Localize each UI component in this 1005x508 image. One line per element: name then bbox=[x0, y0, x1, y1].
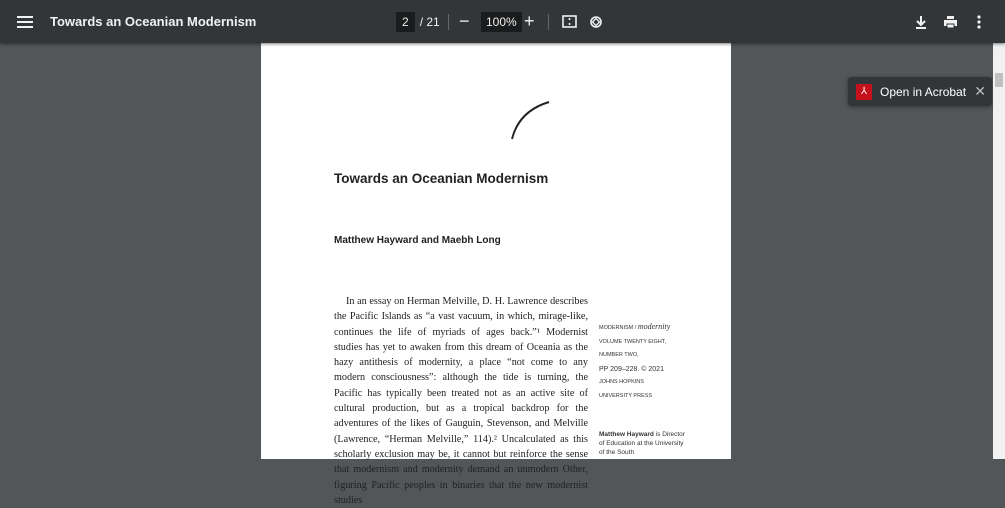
fit-page-icon[interactable] bbox=[562, 0, 577, 43]
open-in-acrobat-button[interactable] bbox=[848, 77, 992, 106]
article-title: Towards an Oceanian Modernism bbox=[334, 171, 549, 186]
close-icon[interactable]: ✕ bbox=[974, 83, 986, 99]
publisher: JOHNS HOPKINS bbox=[599, 379, 644, 385]
bio-name: Matthew Hayward bbox=[599, 431, 654, 438]
open-in-acrobat-label: Open in Acrobat bbox=[880, 84, 967, 99]
zoom-out-icon[interactable]: − bbox=[459, 11, 470, 31]
print-icon[interactable] bbox=[943, 0, 958, 43]
pdf-toolbar bbox=[0, 0, 1005, 43]
author-bio bbox=[599, 430, 689, 457]
menu-icon[interactable] bbox=[16, 0, 34, 43]
scrollbar[interactable] bbox=[993, 43, 1005, 459]
body-paragraph: In an essay on Herman Melville, D. H. Lawrence describes the Pacific Islands as “a vast vacuum, in which, mirage-like, continues the life of myriads of ages back.”¹ Modernist studies has yet to awaken from this dream of Oceania as the hazy antithesis of modernity, a place “not come to any modern consciousness”: although the tide is turning, the Pacific has typically been treated not as an active site of cultural production, but as a tropical backdrop for the adventures of the likes of Gauguin, Stevenson, and Melville (Lawrence, “Herman Melville,” 114).² Uncalculated as this scholarly exclusion may be, it cannot but reinforce the sense that modernism and modernity demand an unmodern Other, figuring Pacific peoples in binaries that the new modernist studies bbox=[334, 296, 588, 506]
journal-info bbox=[599, 320, 670, 403]
more-options-icon[interactable] bbox=[977, 0, 981, 43]
divider bbox=[448, 14, 449, 30]
journal-name-italic: modernity bbox=[637, 322, 671, 331]
number: NUMBER TWO, bbox=[599, 352, 639, 358]
zoom-level[interactable]: 100% bbox=[481, 12, 522, 32]
rotate-icon[interactable] bbox=[588, 0, 604, 43]
journal-arc-logo bbox=[511, 101, 553, 143]
publisher: UNIVERSITY PRESS bbox=[599, 392, 653, 399]
page-total: / 21 bbox=[419, 14, 440, 29]
pdf-page bbox=[261, 43, 731, 506]
volume: VOLUME TWENTY EIGHT, bbox=[599, 338, 667, 345]
zoom-in-icon[interactable]: + bbox=[524, 11, 535, 31]
page-indicator bbox=[396, 0, 440, 43]
article-authors: Matthew Hayward and Maebh Long bbox=[334, 235, 501, 246]
page-number-input[interactable]: 2 bbox=[396, 12, 415, 32]
bio-text: is Director of Education at the University of the South bbox=[599, 431, 685, 456]
scrollbar-thumb[interactable] bbox=[995, 73, 1003, 87]
pages: PP 209–228. © 2021 bbox=[599, 365, 664, 373]
journal-name: MODERNISM / bbox=[599, 325, 638, 331]
acrobat-icon: ⅄ bbox=[856, 84, 872, 100]
article-body bbox=[334, 294, 588, 508]
divider bbox=[548, 14, 549, 30]
document-title: Towards an Oceanian Modernism bbox=[50, 14, 257, 29]
download-icon[interactable] bbox=[914, 0, 928, 43]
